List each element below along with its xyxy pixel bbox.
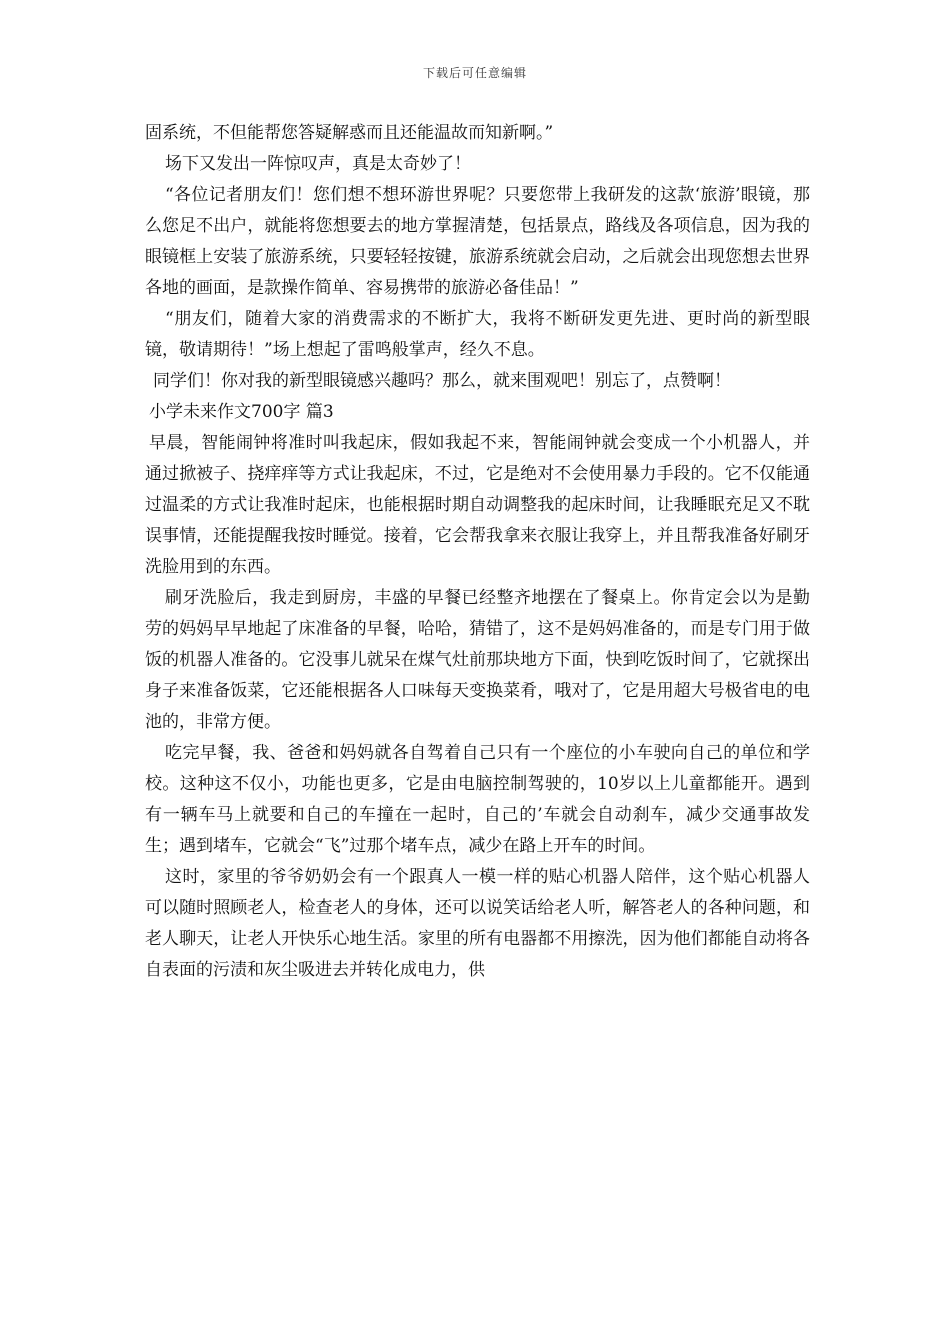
paragraph-2: 场下又发出一阵惊叹声，真是太奇妙了！ (165, 154, 471, 174)
paragraph-9: 这时，家里的爷爷奶奶会有一个跟真人一模一样的贴心机器人陪伴，这个贴心机器人可以随时照顾老人，检查老人的身体，还可以说笑话给老人听，解答老人的各种问题，和老人聊天，让老人开快乐心地生活。家里的所有电器都不用擦洗，因为他们都能自动将各自表面的污渍和灰尘吸进去并转化成电力，供 (145, 867, 810, 980)
section-title: 小学未来作文700字 篇3 (149, 402, 334, 422)
paragraph-7: 刷牙洗脸后，我走到厨房，丰盛的早餐已经整齐地摆在了餐桌上。你肯定会以为是勤劳的妈妈早早地起了床准备的早餐，哈哈，猜错了，这不是妈妈准备的，而是专门用于做饭的机器人准备的。它没事儿就呆在煤气灶前那块地方下面，快到吃饭时间了，它就探出身子来准备饭菜，它还能根据各人口味每天变换菜肴，哦对了，它是用超大号极省电的电池的，非常方便。 (145, 588, 810, 732)
paragraph-6: 早晨，智能闹钟将准时叫我起床，假如我起不来，智能闹钟就会变成一个小机器人，并通过掀被子、挠痒痒等方式让我起床，不过，它是绝对不会使用暴力手段的。它不仅能通过温柔的方式让我准时起床，也能根据时期自动调整我的起床时间，让我睡眠充足又不耽误事情，还能提醒我按时睡觉。接着，它会帮我拿来衣服让我穿上，并且帮我准备好刷牙洗脸用到的东西。 (145, 433, 810, 577)
document-body (145, 118, 810, 986)
page-header: 下载后可任意编辑 (422, 66, 527, 80)
paragraph-3: “各位记者朋友们！您们想不想环游世界呢？只要您带上我研发的这款‘旅游’眼镜，那么您足不出户，就能将您想要去的地方掌握清楚，包括景点，路线及各项信息，因为我的眼镜框上安装了旅游系统，只要轻轻按键，旅游系统就会启动，之后就会出现您想去世界各地的画面，是款操作简单、容易携带的旅游必备佳品！” (145, 185, 810, 298)
paragraph-5: 同学们！你对我的新型眼镜感兴趣吗？那么，就来围观吧！别忘了，点赞啊！ (153, 371, 731, 391)
paragraph-4: “朋友们，随着大家的消费需求的不断扩大，我将不断研发更先进、更时尚的新型眼镜，敬请期待！”场上想起了雷鸣般掌声，经久不息。 (145, 309, 810, 360)
paragraph-8: 吃完早餐，我、爸爸和妈妈就各自驾着自己只有一个座位的小车驶向自己的单位和学校。这种这不仅小，功能也更多，它是由电脑控制驾驶的，10岁以上儿童都能开。遇到有一辆车马上就要和自己的车撞在一起时，自己的’车就会自动刹车，减少交通事故发生；遇到堵车，它就会“飞”过那个堵车点，减少在路上开车的时间。 (145, 743, 810, 856)
paragraph-1: 固系统，不但能帮您答疑解惑而且还能温故而知新啊。” (145, 123, 554, 143)
